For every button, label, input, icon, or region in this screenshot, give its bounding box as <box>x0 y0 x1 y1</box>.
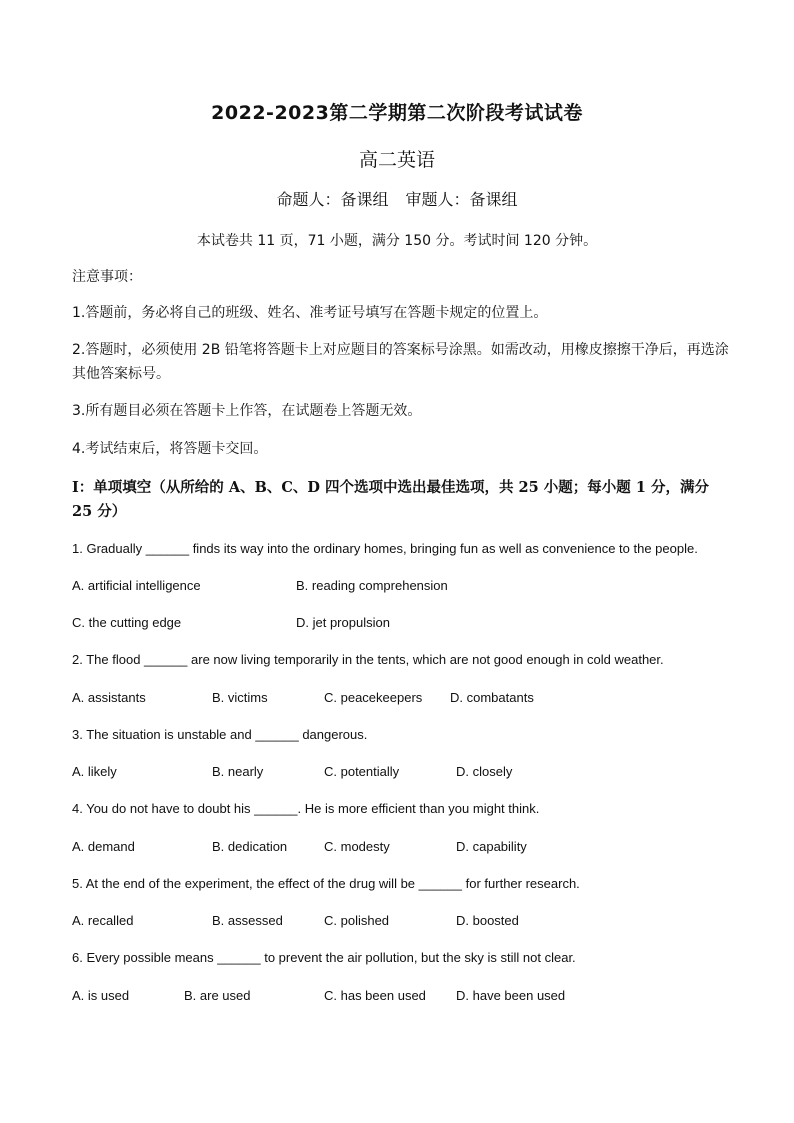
option-b: B. are used <box>184 988 251 1003</box>
option-b: B. dedication <box>212 839 288 854</box>
option-d: D. have been used <box>456 988 566 1003</box>
option-d: D. capability <box>456 839 527 854</box>
option-a: A. artificial intelligence <box>72 578 201 593</box>
option-b: B. reading comprehension <box>296 578 448 593</box>
note-item: 2.答题时，必须使用 2B 铅笔将答题卡上对应题目的答案标号涂黑。如需改动，用橡皮擦擦干净后，再选涂其他答案标号。 <box>72 342 729 382</box>
option-a: A. is used <box>72 988 130 1003</box>
option-c: C. has been used <box>324 988 426 1003</box>
exam-title: 2022-2023第二学期第二次阶段考试试卷 <box>211 102 583 124</box>
question-text: 2. The flood ______ are now living temporarily in the tents, which are not good enough in cold weather. <box>72 652 664 667</box>
option-c: C. polished <box>324 913 390 928</box>
option-d: D. boosted <box>456 913 519 928</box>
option-d: D. closely <box>456 764 513 779</box>
note-item: 4.考试结束后，将答题卡交回。 <box>72 441 268 457</box>
question-text: 1. Gradually ______ finds its way into the ordinary homes, bringing fun as well as convenience to the people. <box>72 541 698 556</box>
option-b: B. victims <box>212 690 268 705</box>
exam-authors <box>0 187 794 210</box>
option-d: D. jet propulsion <box>296 615 390 630</box>
option-c: C. the cutting edge <box>72 615 182 630</box>
option-c: C. potentially <box>324 764 400 779</box>
question-reviewer: 审题人：备课组 <box>405 190 518 209</box>
option-a: A. assistants <box>72 690 146 705</box>
exam-intro: 本试卷共 11 页，71 小题，满分 150 分。考试时间 120 分钟。 <box>196 233 598 249</box>
exam-subject: 高二英语 <box>358 149 435 171</box>
option-c: C. peacekeepers <box>324 690 423 705</box>
note-item: 1.答题前，务必将自己的班级、姓名、准考证号填写在答题卡规定的位置上。 <box>72 305 548 321</box>
question-text: 5. At the end of the experiment, the effect of the drug will be ______ for further research. <box>72 876 580 891</box>
option-b: B. nearly <box>212 764 264 779</box>
question-text: 6. Every possible means ______ to prevent the air pollution, but the sky is still not clear. <box>72 950 576 965</box>
option-b: B. assessed <box>212 913 283 928</box>
question-text: 3. The situation is unstable and ______ dangerous. <box>72 727 368 742</box>
question-text: 4. You do not have to doubt his ______. He is more efficient than you might think. <box>72 801 540 816</box>
question-setter: 命题人：备课组 <box>276 190 389 209</box>
option-a: A. demand <box>72 839 135 854</box>
note-item: 3.所有题目必须在答题卡上作答，在试题卷上答题无效。 <box>72 403 422 419</box>
option-a: A. recalled <box>72 913 134 928</box>
option-d: D. combatants <box>450 690 534 705</box>
notes-heading: 注意事项： <box>72 269 142 285</box>
section-heading: I：单项填空（从所给的 A、B、C、D 四个选项中选出最佳选项，共 25 小题；每小题 1 分，满分 25 分） <box>72 479 709 520</box>
option-a: A. likely <box>72 764 117 779</box>
option-c: C. modesty <box>324 839 390 854</box>
